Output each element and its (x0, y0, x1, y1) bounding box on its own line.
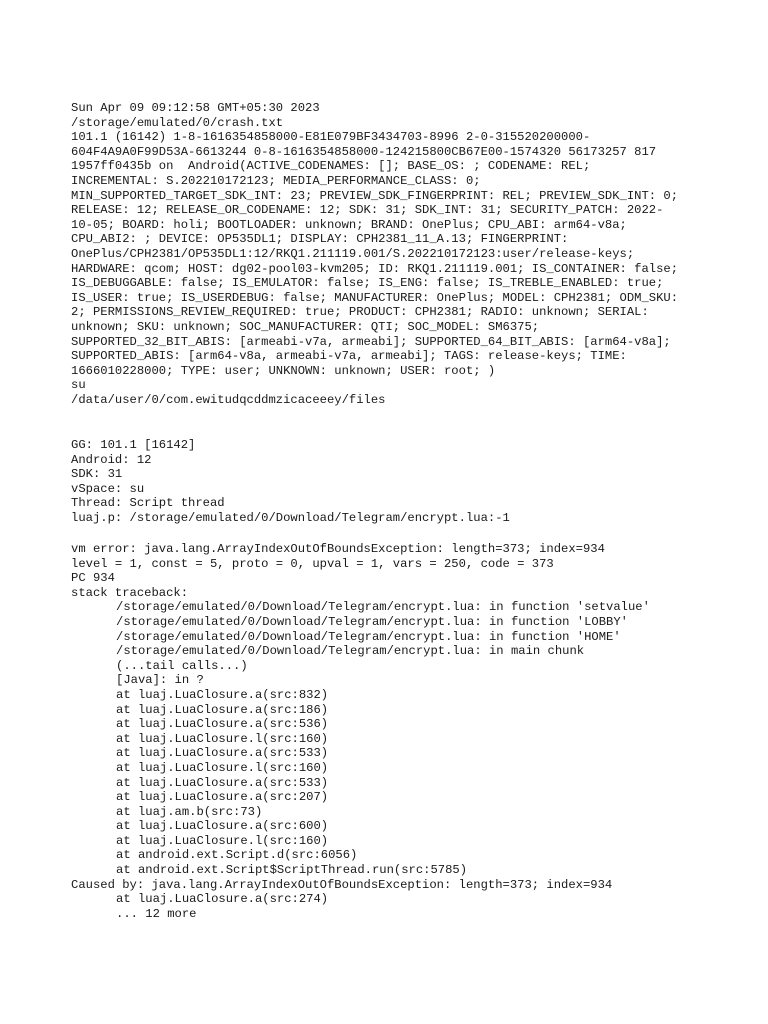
trace-line: at luaj.LuaClosure.a(src:274) (116, 892, 329, 907)
trace-line: at luaj.LuaClosure.a(src:207) (116, 790, 329, 805)
header-line: OnePlus/CPH2381/OP535DL1:12/RKQ1.211119.001/S.202210172123:user/release-keys; (71, 246, 635, 261)
header-line: 1957ff0435b on Android(ACTIVE_CODENAMES: []; BASE_OS: ; CODENAME: REL; (71, 159, 591, 174)
trace-line: PC 934 (71, 571, 115, 586)
trace-line: at luaj.LuaClosure.a(src:832) (116, 687, 329, 702)
info-line: vSpace: su (71, 481, 145, 496)
info-line: SDK: 31 (71, 467, 123, 482)
trace-line: at luaj.LuaClosure.l(src:160) (116, 760, 329, 775)
header-line: HARDWARE: qcom; HOST: dg02-pool03-kvm205; ID: RKQ1.211119.001; IS_CONTAINER: false; (71, 261, 679, 276)
trace-line: at luaj.LuaClosure.a(src:533) (116, 746, 329, 761)
crash-header-block (71, 101, 711, 407)
header-line: CPU_ABI2: ; DEVICE: OP535DL1; DISPLAY: CPH2381_11_A.13; FINGERPRINT: (71, 232, 569, 247)
trace-line: vm error: java.lang.ArrayIndexOutOfBoundsException: length=373; index=934 (71, 542, 605, 556)
trace-line: at luaj.LuaClosure.a(src:186) (116, 702, 329, 717)
header-line: IS_USER: true; IS_USERDEBUG: false; MANUFACTURER: OnePlus; MODEL: CPH2381; ODM_SKU: (71, 290, 679, 305)
header-line: MIN_SUPPORTED_TARGET_SDK_INT: 23; PREVIEW_SDK_FINGERPRINT: REL; PREVIEW_SDK_INT: 0; (71, 188, 679, 203)
header-line: 101.1 (16142) 1-8-1616354858000-E81E079BF3434703-8996 2-0-315520200000- (71, 130, 591, 145)
header-line: IS_DEBUGGABLE: false; IS_EMULATOR: false; IS_ENG: false; IS_TREBLE_ENABLED: true; (71, 276, 664, 291)
trace-line: level = 1, const = 5, proto = 0, upval = 1, vars = 250, code = 373 (71, 556, 554, 571)
trace-line: /storage/emulated/0/Download/Telegram/encrypt.lua: in main chunk (116, 644, 585, 659)
info-line: GG: 101.1 [16142] (71, 438, 196, 452)
trace-line: /storage/emulated/0/Download/Telegram/encrypt.lua: in function 'LOBBY' (116, 614, 628, 629)
header-line: /data/user/0/com.ewitudqcddmzicaceeey/files (71, 392, 386, 407)
trace-line: at android.ext.Script$ScriptThread.run(src:5785) (116, 863, 468, 878)
trace-line: at luaj.LuaClosure.l(src:160) (116, 833, 329, 848)
header-line: INCREMENTAL: S.202210172123; MEDIA_PERFORMANCE_CLASS: 0; (71, 173, 481, 188)
header-line: 2; PERMISSIONS_REVIEW_REQUIRED: true; PRODUCT: CPH2381; RADIO: unknown; SERIAL: (71, 305, 649, 320)
trace-line: /storage/emulated/0/Download/Telegram/encrypt.lua: in function 'HOME' (116, 629, 621, 644)
info-line: luaj.p: /storage/emulated/0/Download/Telegram/encrypt.lua:-1 (71, 510, 510, 525)
info-line: Android: 12 (71, 452, 152, 467)
trace-line: at luaj.LuaClosure.l(src:160) (116, 731, 329, 746)
header-line: 10-05; BOARD: holi; BOOTLOADER: unknown; BRAND: OnePlus; CPU_ABI: arm64-v8a; (71, 217, 627, 232)
trace-line: at luaj.am.b(src:73) (116, 804, 263, 819)
trace-line: Caused by: java.lang.ArrayIndexOutOfBoundsException: length=373; index=934 (71, 877, 613, 892)
header-line: 1666010228000; TYPE: user; UNKNOWN: unknown; USER: root; ) (71, 363, 496, 378)
trace-line: /storage/emulated/0/Download/Telegram/encrypt.lua: in function 'setvalue' (116, 600, 650, 615)
trace-line: at luaj.LuaClosure.a(src:536) (116, 717, 329, 732)
trace-line: [Java]: in ? (116, 673, 204, 688)
header-line: RELEASE: 12; RELEASE_OR_CODENAME: 12; SDK: 31; SDK_INT: 31; SECURITY_PATCH: 2022- (71, 203, 664, 218)
trace-line: at android.ext.Script.d(src:6056) (116, 848, 358, 863)
header-line: Sun Apr 09 09:12:58 GMT+05:30 2023 (71, 101, 320, 115)
trace-line: (...tail calls...) (116, 658, 248, 673)
header-line: su (71, 378, 86, 393)
trace-line: at luaj.LuaClosure.a(src:600) (116, 819, 329, 834)
trace-line: stack traceback: (71, 585, 189, 600)
trace-line: at luaj.LuaClosure.a(src:533) (116, 775, 329, 790)
header-line: /storage/emulated/0/crash.txt (71, 115, 284, 130)
trace-line: ... 12 more (116, 906, 197, 921)
header-line: SUPPORTED_32_BIT_ABIS: [armeabi-v7a, armeabi]; SUPPORTED_64_BIT_ABIS: [arm64-v8a]; (71, 334, 671, 349)
header-line: unknown; SKU: unknown; SOC_MANUFACTURER: QTI; SOC_MODEL: SM6375; (71, 319, 540, 334)
stack-trace-block (71, 542, 711, 921)
header-line: 604F4A9A0F99D53A-6613244 0-8-1616354858000-124215800CB67E00-1574320 56173257 817 (71, 144, 657, 159)
header-line: SUPPORTED_ABIS: [arm64-v8a, armeabi-v7a, armeabi]; TAGS: release-keys; TIME: (71, 349, 627, 364)
info-line: Thread: Script thread (71, 496, 225, 511)
environment-info-block (71, 438, 711, 526)
